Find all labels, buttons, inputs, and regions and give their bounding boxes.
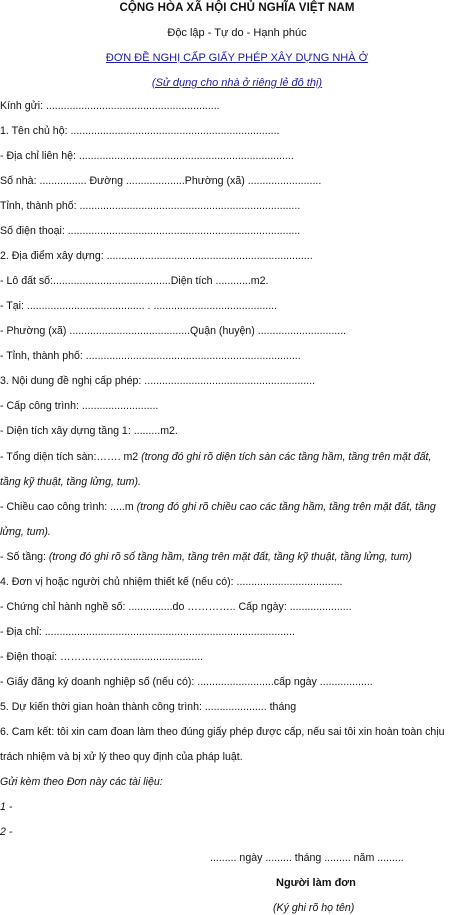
dia-chi-line: - Địa chỉ: ..................................................................................... — [0, 626, 295, 638]
ky-ghi-ro-ho-ten: (Ký ghi rõ họ tên) — [273, 902, 355, 914]
tong-dien-tich-note: (trong đó ghi rõ diện tích sàn các tầng hầm, tầng trên mặt đất, — [141, 451, 432, 463]
dia-chi-lien-he-line: - Địa chỉ liên hệ: ......................................................................... — [0, 150, 294, 162]
dien-tich-tang1-line: - Diện tích xây dựng tầng 1: .........m2. — [0, 425, 178, 437]
tong-dien-tich-note-cont: tầng kỹ thuật, tầng lửng, tum). — [0, 476, 141, 488]
nguoi-lam-don: Người làm đơn — [276, 877, 356, 889]
so-tang-note: (trong đó ghi rõ số tầng hầm, tầng trên mặt đất, tầng kỹ thuật, tầng lửng, tum) — [48, 551, 412, 563]
tai-line: - Tại: ........................................ . .......................................... — [0, 300, 278, 312]
gui-kem-line: Gửi kèm theo Đơn này các tài liệu: — [0, 776, 163, 788]
tong-dien-tich-line — [0, 451, 474, 464]
country-motto: CỘNG HÒA XÃ HỘI CHỦ NGHĨA VIỆT NAM — [119, 2, 355, 14]
giay-dang-ky-line: - Giấy đăng ký doanh nghiệp số (nếu có): ..........................cấp ngày .................. — [0, 676, 373, 688]
don-vi-thiet-ke-line: 4. Đơn vị hoặc người chủ nhiệm thiết kế (nếu có): .................................... — [0, 576, 343, 588]
so-tang-line — [0, 551, 474, 564]
lo-dat-line: - Lô đất số:........................................Diện tích ............m2. — [0, 275, 269, 287]
dien-thoai-line: - Điện thoại: ………………........................... — [0, 651, 204, 663]
tong-dien-tich-label: - Tổng diện tích sàn:……. m2 — [0, 451, 142, 463]
slogan: Độc lập - Tự do - Hạnh phúc — [167, 27, 307, 39]
tinh-thanh-pho-line: Tỉnh, thành phố: ........................................................................... — [0, 200, 301, 212]
chieu-cao-note-cont: lửng, tum). — [0, 526, 51, 538]
kinh-gui-line: Kính gửi: ........................................................... — [0, 100, 220, 112]
chieu-cao-note: (trong đó ghi rõ chiều cao các tầng hầm, tầng trên mặt đất, tầng — [136, 501, 436, 513]
chieu-cao-line — [0, 501, 474, 514]
ngay-thang-nam: ......... ngày ......... tháng ......... năm ......... — [210, 852, 404, 864]
ten-chu-ho-line: 1. Tên chủ hộ: ....................................................................... — [0, 125, 280, 137]
cap-cong-trinh-line: - Cấp công trình: .......................... — [0, 400, 159, 412]
chung-chi-line: - Chứng chỉ hành nghề số: ...............do ………….. Cấp ngày: ..................... — [0, 601, 352, 613]
cam-ket-line: 6. Cam kết: tôi xin cam đoan làm theo đúng giấy phép được cấp, nếu sai tôi xin hoàn toàn chịu — [0, 726, 445, 738]
tai-lieu-1-line: 1 - — [0, 801, 13, 813]
chieu-cao-label: - Chiều cao công trình: .....m — [0, 501, 137, 513]
form-subtitle: (Sử dụng cho nhà ở riêng lẻ đô thị) — [151, 77, 323, 89]
tai-lieu-2-line: 2 - — [0, 826, 13, 838]
so-tang-label: - Số tầng: — [0, 551, 49, 563]
noi-dung-de-nghi-line: 3. Nội dung đề nghị cấp phép: .......................................................... — [0, 375, 316, 387]
phuong-quan-line: - Phường (xã) .........................................Quận (huyện) .............................. — [0, 325, 347, 337]
so-dien-thoai-line: Số điện thoại: ............................................................................... — [0, 225, 301, 237]
so-nha-line: Số nhà: ................ Đường ....................Phường (xã) ......................... — [0, 175, 322, 187]
du-kien-line: 5. Dự kiến thời gian hoàn thành công trình: ..................... tháng — [0, 701, 297, 713]
tinh-thanh-pho-2-line: - Tỉnh, thành phố: ......................................................................... — [0, 350, 301, 362]
cam-ket-line-cont: trách nhiệm và bị xử lý theo quy định của pháp luật. — [0, 751, 243, 763]
dia-diem-xay-dung-line: 2. Địa điểm xây dựng: ...................................................................... — [0, 250, 313, 262]
form-title: ĐƠN ĐỀ NGHỊ CẤP GIẤY PHÉP XÂY DỰNG NHÀ Ở — [105, 52, 369, 64]
